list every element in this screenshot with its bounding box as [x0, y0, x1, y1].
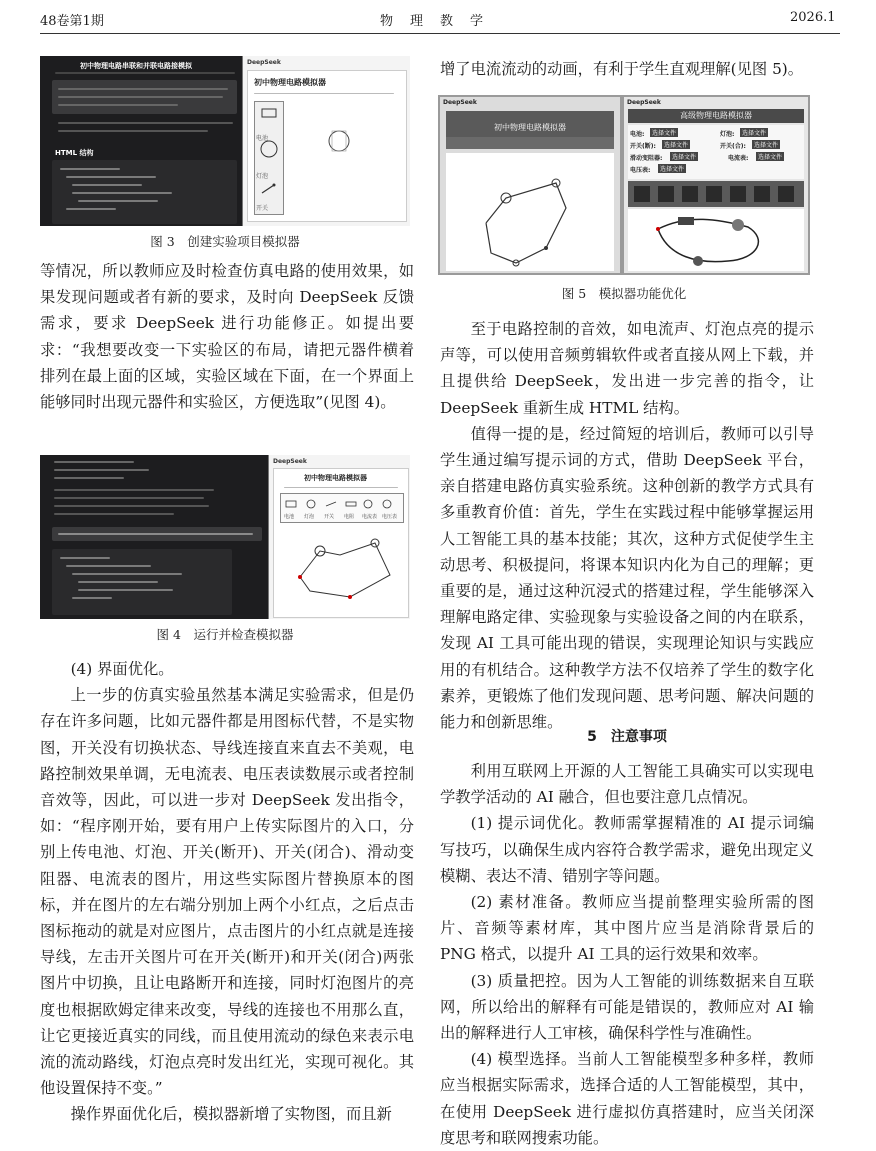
- fig5-left-title: 初中物理电路模拟器: [446, 111, 614, 145]
- fig5-file-button[interactable]: 选择文件: [672, 154, 697, 161]
- subheading: (4) 界面优化。: [70, 660, 174, 678]
- fig5-input-label: 灯泡:: [720, 131, 735, 138]
- fig3-app: [247, 70, 407, 222]
- section-heading: 5 注意事项: [587, 729, 667, 745]
- fig3-code-line: [66, 176, 156, 178]
- fig4-component-label: 电池: [284, 514, 295, 520]
- circuit-battery-icon: [678, 217, 694, 225]
- circuit-switch-icon: [693, 256, 703, 266]
- fig4-code-line: [78, 581, 158, 583]
- fig4-text-line: [58, 533, 253, 535]
- fig4-text-line: [54, 497, 204, 499]
- placed-bulb-frame: [332, 131, 346, 151]
- fig4-preview-panel: [268, 455, 410, 619]
- fig3-text-line: [58, 130, 208, 132]
- terminal-dot: [656, 227, 660, 231]
- fig5-input-label: 电池:: [630, 131, 645, 138]
- fig5-brand-right: DeepSeek: [627, 99, 661, 106]
- bulb-icon: [307, 500, 315, 508]
- figure-4-caption: 图 4 运行并检查模拟器: [156, 627, 294, 642]
- fig5-input-label: 开关(断):: [630, 143, 656, 150]
- resistor-icon: [346, 502, 356, 506]
- paragraph: 利用互联网上开源的人工智能工具确实可以实现电学教学活动的 AI 融合，但也要注意几点情况。: [440, 762, 814, 807]
- fig3-text-line: [58, 96, 223, 98]
- right-column-bottom: [440, 758, 814, 1151]
- fig3-preview-panel: [242, 56, 410, 226]
- fig3-code-line: [72, 184, 142, 186]
- fig5-input-label: 开关(合):: [720, 143, 746, 150]
- fig4-canvas: [280, 495, 402, 613]
- fig5-input-label: 滑动变阻器:: [630, 155, 663, 162]
- header-date: 2026.1: [790, 10, 836, 25]
- figure-4: [40, 455, 410, 619]
- fig3-text-line: [58, 104, 178, 106]
- fig4-component-label: 灯泡: [304, 514, 315, 520]
- paragraph: 值得一提的是，经过简短的培训后，教师可以引导学生通过编写提示词的方式，借助 DeepSeek 平台，亲自搭建电路仿真实验系统。这种创新的教学方式具有多重教育价值：首先，学生在实践过程中能够掌握运用人工智能工具的基本技能；其次，这种方式促使学生主动思考、积极提问，将课本知识内化为自己的理解；更重要的是，通过这种沉浸式的搭建过程，学生能够深入理解电路定律、实验现象与实验设备之间的内在联系，发现 AI 工具可能出现的错误，实现理论知识与实践应用的有机结合。这种教学方法不仅培养了学生的数字化素养，更锻炼了他们发现问题、思考问题、解决问题的能力和创新思维。: [440, 424, 814, 732]
- header-journal: 物 理 教 学: [380, 14, 486, 29]
- circuit-bulb-icon: [732, 219, 744, 231]
- right-column-mid: [440, 316, 814, 735]
- fig4-code-line: [60, 557, 110, 559]
- fig5-upload-form: [628, 125, 804, 179]
- fig3-text-line: [58, 88, 228, 90]
- fig5-left-toolbar: [446, 137, 614, 149]
- ammeter-icon: [364, 500, 372, 508]
- fig3-component-label: 电池: [256, 135, 269, 142]
- fig3-code-heading: HTML 结构: [55, 149, 94, 157]
- fig3-canvas: [254, 101, 404, 213]
- switch-icon: [262, 185, 274, 193]
- fig3-text-line: [55, 72, 235, 74]
- terminal-dot: [544, 246, 548, 250]
- fig5-component-bar: [628, 181, 804, 207]
- fig4-text-line: [54, 477, 124, 479]
- header-volume: 48卷第1期: [40, 14, 104, 29]
- fig4-app: [273, 468, 409, 618]
- fig5-brand: DeepSeek: [443, 99, 477, 106]
- fig5-file-button[interactable]: 选择文件: [754, 142, 779, 149]
- left-column-top: [40, 258, 414, 415]
- component-thumb[interactable]: [634, 186, 650, 202]
- switch-icon: [326, 502, 336, 506]
- fig3-left-title: 初中物理电路串联和并联电路接模拟: [80, 62, 192, 70]
- fig3-component-label: 灯泡: [256, 173, 269, 180]
- fig4-brand: DeepSeek: [273, 458, 307, 465]
- fig4-component-label: 电压表: [382, 514, 398, 520]
- figure-3: [40, 56, 410, 226]
- terminal-dot: [298, 575, 302, 579]
- fig5-right-title: 高级物理电路模拟器: [628, 109, 804, 123]
- left-column-bottom: [40, 656, 414, 1128]
- voltmeter-icon: [383, 500, 391, 508]
- bulb-icon: [261, 141, 277, 157]
- battery-icon: [262, 109, 276, 117]
- fig5-input-label: 电压表:: [630, 167, 651, 174]
- component-thumb[interactable]: [754, 186, 770, 202]
- terminal-dot: [348, 595, 352, 599]
- paragraph: (3) 质量把控。因为人工智能的训练数据来自互联网，所以给出的解释有可能是错误的，教师应对 AI 输出的解释进行人工审核，确保科学性与准确性。: [440, 971, 814, 1043]
- component-thumb[interactable]: [778, 186, 794, 202]
- fig5-left-canvas: [446, 153, 614, 271]
- fig3-code-line: [60, 168, 120, 170]
- fig5-input-label: 电流表:: [728, 155, 749, 162]
- paragraph: 等情况，所以教师应及时检查仿真电路的使用效果，如果发现问题或者有新的要求，及时向 DeepSeek 反馈需求，要求 DeepSeek 进行功能修正。如提出要求：“我想要改变一下实验区的布局，请把元器件横着排列在最上面的区域，实验区域在下面，在一个界面上能够同时出现元器件和实验区，方便选取”(见图 4)。: [40, 262, 414, 412]
- right-column-top: [440, 56, 814, 82]
- paragraph: 至于电路控制的音效，如电流声、灯泡点亮的提示声等，可以使用音频剪辑软件或者直接从网上下载，并且提供给 DeepSeek，发出进一步完善的指令，让 DeepSeek 重新生成 HTML 结构。: [440, 320, 814, 417]
- paragraph: (1) 提示词优化。教师需掌握精准的 AI 提示词编写技巧，以确保生成内容符合教学需求，避免出现定义模糊、表达不清、错别字等问题。: [440, 814, 814, 885]
- running-header: [0, 10, 876, 32]
- fig5-file-button[interactable]: 选择文件: [660, 166, 685, 173]
- fig4-code-line: [72, 597, 112, 599]
- fig3-text-line: [58, 122, 233, 124]
- fig4-text-line: [54, 505, 209, 507]
- fig5-file-button[interactable]: 选择文件: [652, 130, 677, 137]
- fig3-code-line: [66, 208, 116, 210]
- fig3-brand: DeepSeek: [247, 59, 281, 66]
- fig4-code-line: [72, 573, 182, 575]
- fig4-divider: [284, 487, 398, 488]
- figure-3-caption: 图 3 创建实验项目模拟器: [150, 234, 300, 249]
- paragraph: 操作界面优化后，模拟器新增了实物图，而且新: [70, 1105, 392, 1124]
- switch-pivot-icon: [273, 184, 276, 187]
- battery-icon: [286, 501, 296, 507]
- fig5-file-button[interactable]: 选择文件: [758, 154, 783, 161]
- header-rule: [40, 33, 840, 34]
- component-thumb[interactable]: [730, 186, 746, 202]
- fig3-code-line: [72, 192, 172, 194]
- fig3-code-line: [78, 200, 158, 202]
- fig5-right-canvas: [628, 209, 804, 271]
- fig4-component-label: 电阻: [344, 514, 355, 520]
- paragraph: 增了电流流动的动画，有利于学生直观理解(见图 5)。: [440, 60, 804, 78]
- fig4-text-line: [54, 489, 214, 491]
- fig3-component-label: 开关: [256, 205, 269, 212]
- paragraph: (4) 模型选择。当前人工智能模型多种多样，教师应当根据实际需求，选择合适的人工智能模型，其中，在使用 DeepSeek 进行虚拟仿真搭建时，应当关闭深度思考和联网搜索功能。: [440, 1050, 814, 1147]
- fig5-right-pane: [624, 97, 808, 273]
- circuit-wire: [300, 543, 390, 597]
- figure-5-caption: 图 5 模拟器功能优化: [561, 286, 687, 301]
- fig4-code-line: [78, 589, 173, 591]
- fig4-component-label: 电流表: [362, 514, 378, 520]
- fig5-file-button[interactable]: 选择文件: [664, 142, 689, 149]
- fig5-left-pane: [440, 97, 620, 273]
- fig4-text-line: [54, 461, 134, 463]
- fig5-file-button[interactable]: 选择文件: [742, 130, 767, 137]
- component-thumb[interactable]: [682, 186, 698, 202]
- paragraph: 上一步的仿真实验虽然基本满足实验需求，但是仍存在许多问题，比如元器件都是用图标代替，不是实物图，开关没有切换状态、导线连接直来直去不美观，电路控制效果单调，无电流表、电压表读数展示或者控制音效等，因此，可以进一步对 DeepSeek 发出指令，如：“程序刚开始，要有用户上传实际图片的入口，分别上传电池、灯泡、开关(断开)、开关(闭合)、滑动变阻器、电流表的图片，用这些实际图片替换原本的图标，并在图片的左右端分别加上两个小红点，之后点击图标拖动的就是对应图片，点击图片的小红点就是连接导线，左击开关图片可在开关(断开)和开关(闭合)两张图片中切换，且让电路断开和连接，同时灯泡图片的亮度也根据欧姆定律来改变，导线的连接也不用那么直，让它更接近真实的同线，而且使用流动的绿色来表示电流的流动路线，灯泡点亮时发出红光，实现可视化。其他设置保持不变。”: [40, 686, 414, 1098]
- fig4-text-line: [54, 513, 174, 515]
- fig3-app-title: 初中物理电路模拟器: [254, 78, 326, 87]
- component-thumb[interactable]: [658, 186, 674, 202]
- paragraph: (2) 素材准备。教师应当提前整理实验所需的图片、音频等素材库，其中图片应当是消除背景后的 PNG 格式，以提升 AI 工具的运行效果和效率。: [440, 893, 814, 964]
- fig3-divider: [254, 93, 394, 94]
- fig4-text-line: [54, 469, 149, 471]
- fig4-app-title: 初中物理电路模拟器: [304, 474, 367, 482]
- fig4-component-label: 开关: [324, 514, 335, 520]
- component-thumb[interactable]: [706, 186, 722, 202]
- fig4-code-line: [66, 565, 151, 567]
- figure-5: [438, 95, 810, 275]
